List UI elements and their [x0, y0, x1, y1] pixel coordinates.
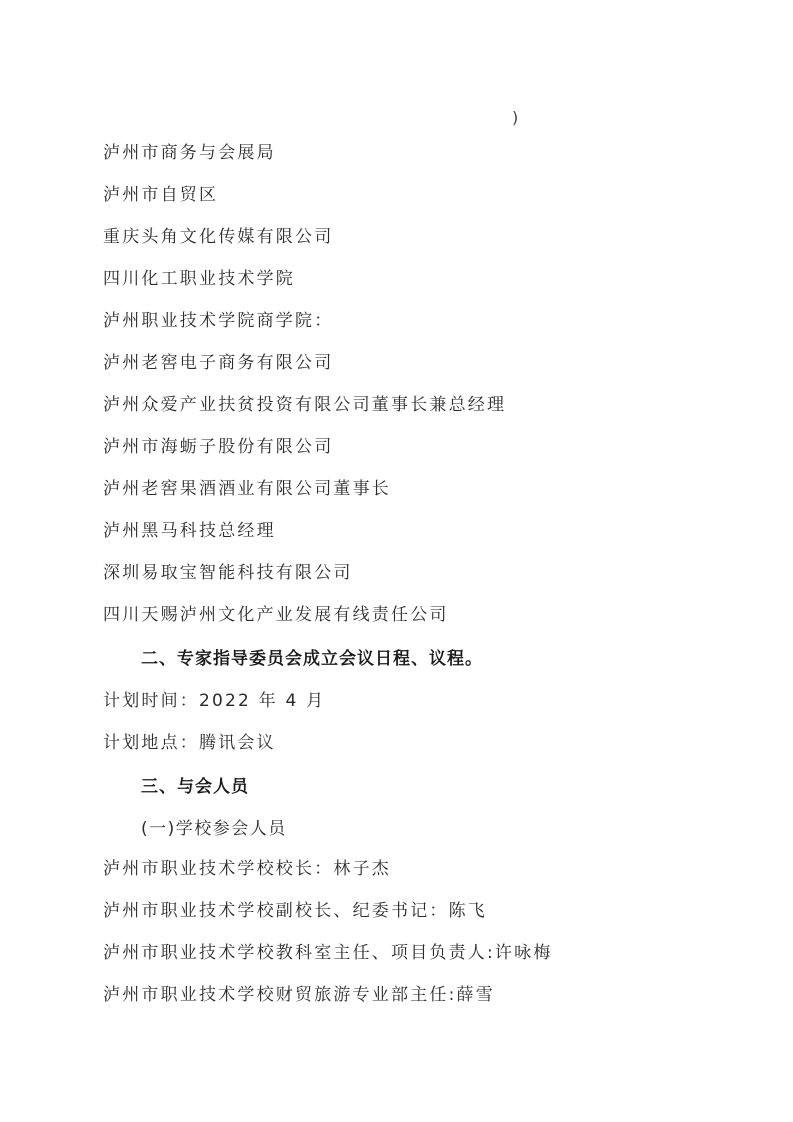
scan-mark: ) [512, 108, 519, 127]
organization-line: 泸州市自贸区 [103, 185, 219, 205]
organization-line: 泸州众爱产业扶贫投资有限公司董事长兼总经理 [103, 395, 507, 415]
organization-line: 泸州职业技术学院商学院： [103, 311, 334, 331]
attendee-line: 泸州市职业技术学校教科室主任、项目负责人:许咏梅 [103, 943, 553, 963]
organization-line: 泸州老窖果酒酒业有限公司董事长 [103, 479, 391, 499]
plan-time: 计划时间：2022 年 4 月 [103, 691, 326, 711]
organization-line: 泸州黑马科技总经理 [103, 521, 276, 541]
organization-line: 泸州市海蛎子股份有限公司 [103, 437, 334, 457]
organization-line: 泸州老窖电子商务有限公司 [103, 353, 334, 373]
organization-line: 深圳易取宝智能科技有限公司 [103, 563, 353, 583]
attendee-line: 泸州市职业技术学校校长：林子杰 [103, 859, 391, 879]
section-3-subheading: (一)学校参会人员 [141, 819, 287, 839]
organization-line: 四川化工职业技术学院 [103, 269, 295, 289]
section-2-heading: 二、专家指导委员会成立会议日程、议程。 [141, 649, 483, 669]
organization-line: 四川天赐泸州文化产业发展有线责任公司 [103, 605, 449, 625]
section-3-heading: 三、与会人员 [141, 777, 249, 797]
plan-place: 计划地点：腾讯会议 [103, 733, 276, 753]
organization-line: 泸州市商务与会展局 [103, 143, 276, 163]
organization-line: 重庆头角文化传媒有限公司 [103, 227, 334, 247]
attendee-line: 泸州市职业技术学校财贸旅游专业部主任:薛雪 [103, 985, 495, 1005]
attendee-line: 泸州市职业技术学校副校长、纪委书记：陈飞 [103, 901, 487, 921]
